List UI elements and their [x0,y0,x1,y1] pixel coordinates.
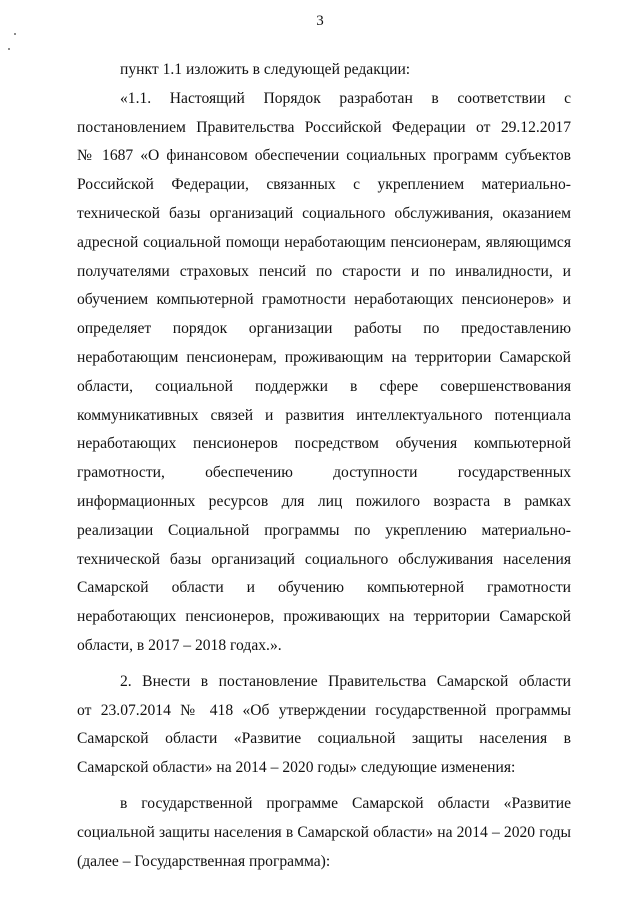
text-line: коммуникативных связей и развития интеллектуального потенциала [77,406,571,424]
text-line: области, социальной поддержки в сфере совершенствования [77,377,571,395]
text-line: 2. Внести в постановление Правительства Самарской области [120,672,571,690]
text-line: постановлением Правительства Российской Федерации от 29.12.2017 [77,118,571,136]
scan-speck [8,48,10,50]
document-body [77,56,571,876]
text-line: Самарской области «Развитие социальной защиты населения в [77,730,571,748]
text-line: технической базы организаций социального обслуживания населения [77,550,571,568]
text-line: «1.1. Настоящий Порядок разработан в соответствии с [120,89,571,107]
text-line: от 23.07.2014 № 418 «Об утверждении государственной программы [77,701,571,719]
text-line: неработающих пенсионеров посредством обучения компьютерной [77,435,571,453]
text-line: области, в 2017 – 2018 годах.». [77,636,282,654]
text-line: технической базы организаций социального обслуживания, оказанием [77,204,571,222]
text-line: № 1687 «О финансовом обеспечении социальных программ субъектов [77,147,571,165]
text-line: грамотности, обеспечению доступности государственных [77,464,571,482]
text-line: получателями страховых пенсий по старости и по инвалидности, и [77,262,571,280]
scan-speck [14,33,16,35]
page-number: 3 [316,13,324,29]
text-line: неработающим пенсионерам, проживающим на территории Самарской [77,348,571,366]
text-line: определяет порядок организации работы по предоставлению [77,320,571,338]
text-line: информационных ресурсов для лиц пожилого возраста в рамках [77,492,571,510]
text-line: (далее – Государственная программа): [77,852,331,870]
text-line: Самарской области и обучению компьютерной грамотности [77,579,571,597]
text-line: реализации Социальной программы по укреплению материально- [77,521,571,539]
text-line: адресной социальной помощи неработающим пенсионерам, являющимся [77,233,571,251]
text-line: Самарской области» на 2014 – 2020 годы» следующие изменения: [77,759,516,777]
text-line: в государственной программе Самарской области «Развитие [120,794,571,812]
text-line: социальной защиты населения в Самарской области» на 2014 – 2020 годы [77,823,571,841]
text-line: Российской Федерации, связанных с укреплением материально- [77,176,571,194]
text-line: обучением компьютерной грамотности неработающих пенсионеров» и [77,291,571,309]
text-line: неработающих пенсионеров, проживающих на территории Самарской [77,608,571,626]
text-line: пункт 1.1 изложить в следующей редакции: [120,61,411,78]
